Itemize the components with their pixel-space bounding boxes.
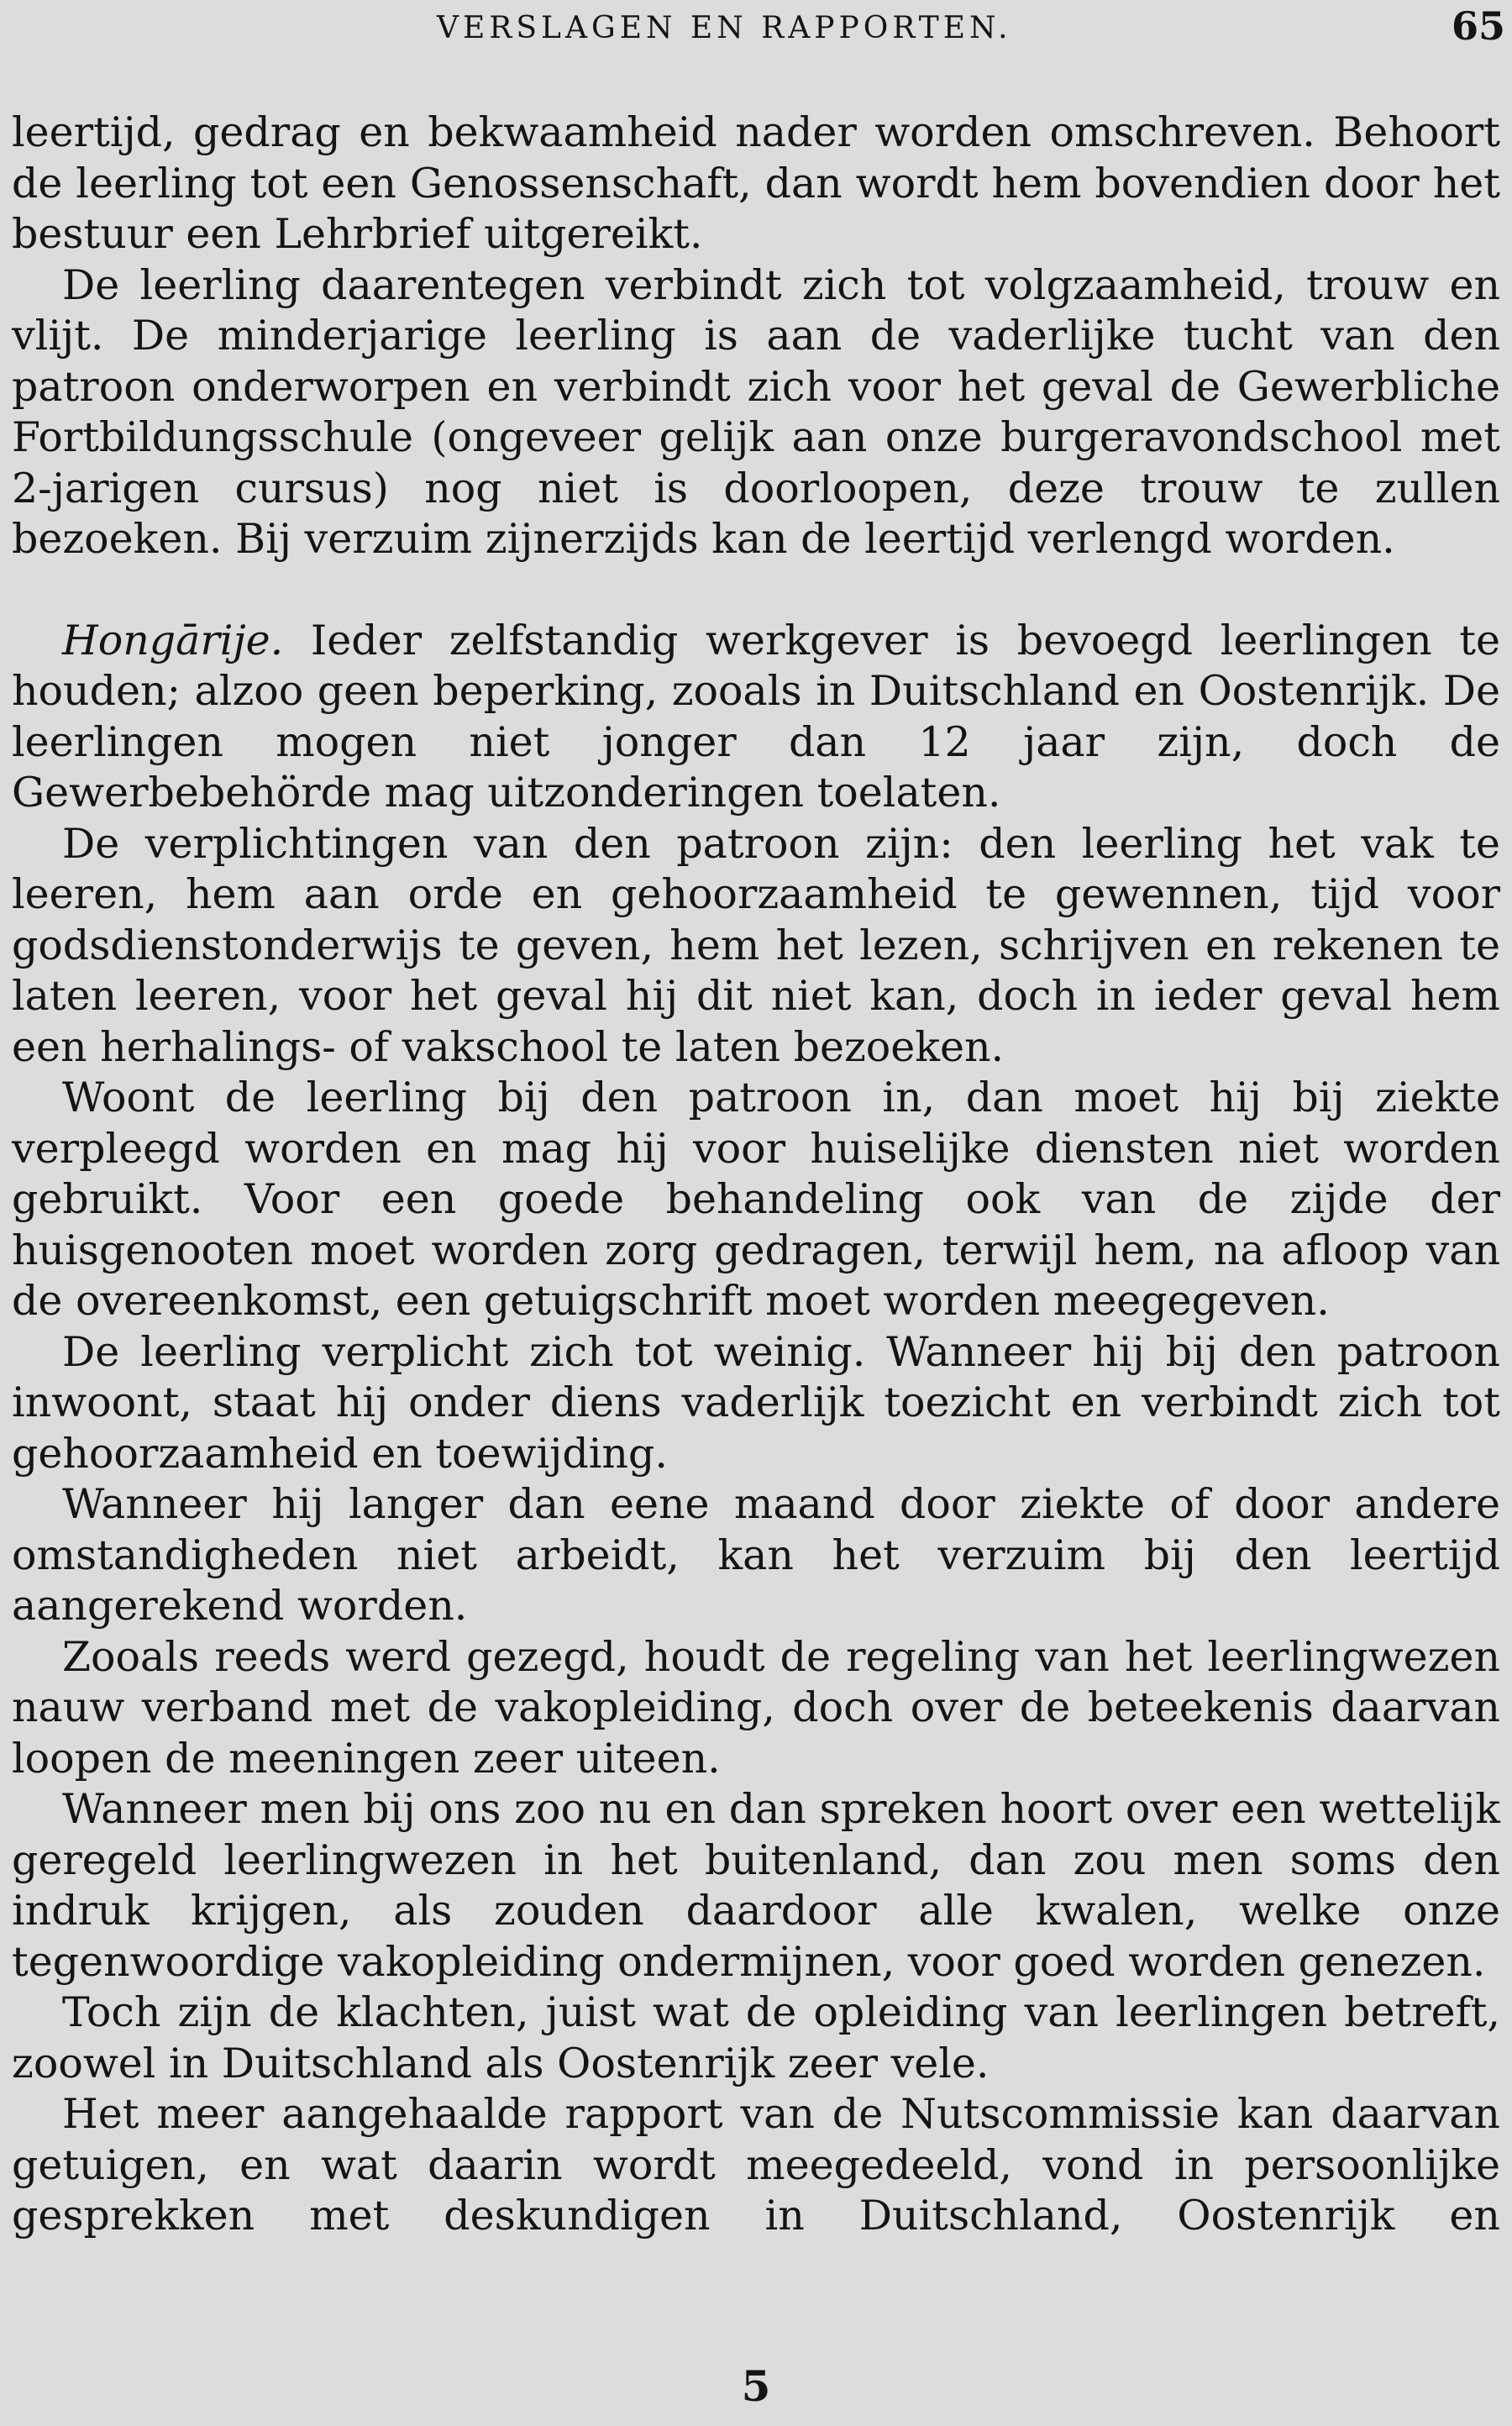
paragraph-text: De leerling verplicht zich tot weinig. Wanneer hij bij den patroon inwoont, staat hij onder diens vaderlijk toezicht en verbindt zich tot gehoorzaamheid en toewijding.: [12, 1327, 1500, 1478]
paragraph-text: De leerling daarentegen verbindt zich tot volgzaamheid, trouw en vlijt. De minderjarige leerling is aan de vaderlijke tucht van den patroon onderworpen en verbindt zich voor het geval de Gewerbliche Fortbildungsschule (ongeveer gelijk aan onze burgeravondschool met 2-jarigen cursus) nog niet is doorloopen, deze trouw te zullen bezoeken. Bij verzuim zijnerzijds kan de leertijd verlengd worden.: [12, 260, 1500, 563]
paragraph-text: Zooals reeds werd gezegd, houdt de regeling van het leerlingwezen nauw verband met de vakopleiding, doch over de beteekenis daarvan loopen de meeningen zeer uiteen.: [12, 1632, 1500, 1783]
running-title: VERSLAGEN EN RAPPORTEN.: [437, 11, 1012, 45]
paragraph-text: Ieder zelfstandig werkgever is bevoegd leerlingen te houden; alzoo geen beperking, zooals in Duitschland en Oostenrijk. De leerlingen mogen niet jonger dan 12 jaar zijn, doch de Gewerbebehörde mag uitzonderingen toelaten.: [12, 616, 1500, 817]
paragraph: [12, 1073, 1500, 1327]
page-number: 65: [1451, 3, 1505, 49]
paragraph: [12, 108, 1500, 260]
paragraph: [12, 819, 1500, 1074]
body-text: [12, 108, 1500, 2242]
paragraph: [12, 1327, 1500, 1480]
signature-mark: 5: [741, 2361, 771, 2411]
paragraph: [12, 2089, 1500, 2242]
section-heading: Hongārije.: [62, 616, 284, 664]
running-head: [0, 5, 1512, 64]
paragraph: [12, 1479, 1500, 1632]
paragraph: [12, 1784, 1500, 1988]
paragraph-text: De verplichtingen van den patroon zijn: den leerling het vak te leeren, hem aan orde en gehoorzaamheid te gewennen, tijd voor godsdienstonderwijs te geven, hem het lezen, schrijven en rekenen te laten leeren, voor het geval hij dit niet kan, doch in ieder geval hem een herhalings- of vakschool te laten bezoeken.: [12, 819, 1500, 1071]
paragraph-hongarije: [12, 616, 1500, 819]
paragraph-text: Wanneer men bij ons zoo nu en dan spreken hoort over een wettelijk geregeld leerlingwezen in het buitenland, dan zou men soms den indruk krijgen, als zouden daardoor alle kwalen, welke onze tegenwoordige vakopleiding ondermijnen, voor goed worden genezen.: [12, 1785, 1500, 1986]
paragraph-text: leertijd, gedrag en bekwaamheid nader worden omschreven. Behoort de leerling tot een Genossenschaft, dan wordt hem bovendien door het bestuur een Lehrbrief uitgereikt.: [12, 108, 1500, 258]
paragraph: [12, 1988, 1500, 2089]
paragraph: [12, 260, 1500, 565]
paragraph-text: Het meer aangehaalde rapport van de Nutscommissie kan daarvan getuigen, en wat daarin wordt meegedeeld, vond in persoonlijke gesprekken met deskundigen in Duitschland, Oostenrijk en: [12, 2090, 1500, 2240]
paragraph-text: Woont de leerling bij den patroon in, dan moet hij bij ziekte verpleegd worden en mag hij voor huiselijke diensten niet worden gebruikt. Voor een goede behandeling ook van de zijde der huisgenooten moet worden zorg gedragen, terwijl hem, na afloop van de overeenkomst, een getuigschrift moet worden meegegeven.: [12, 1074, 1500, 1325]
paragraph-text: Wanneer hij langer dan eene maand door ziekte of door andere omstandigheden niet arbeidt, kan het verzuim bij den leertijd aangerekend worden.: [12, 1480, 1500, 1630]
paragraph-text: Toch zijn de klachten, juist wat de opleiding van leerlingen betreft, zoowel in Duitschland als Oostenrijk zeer vele.: [12, 1988, 1500, 2087]
paragraph: [12, 1632, 1500, 1785]
